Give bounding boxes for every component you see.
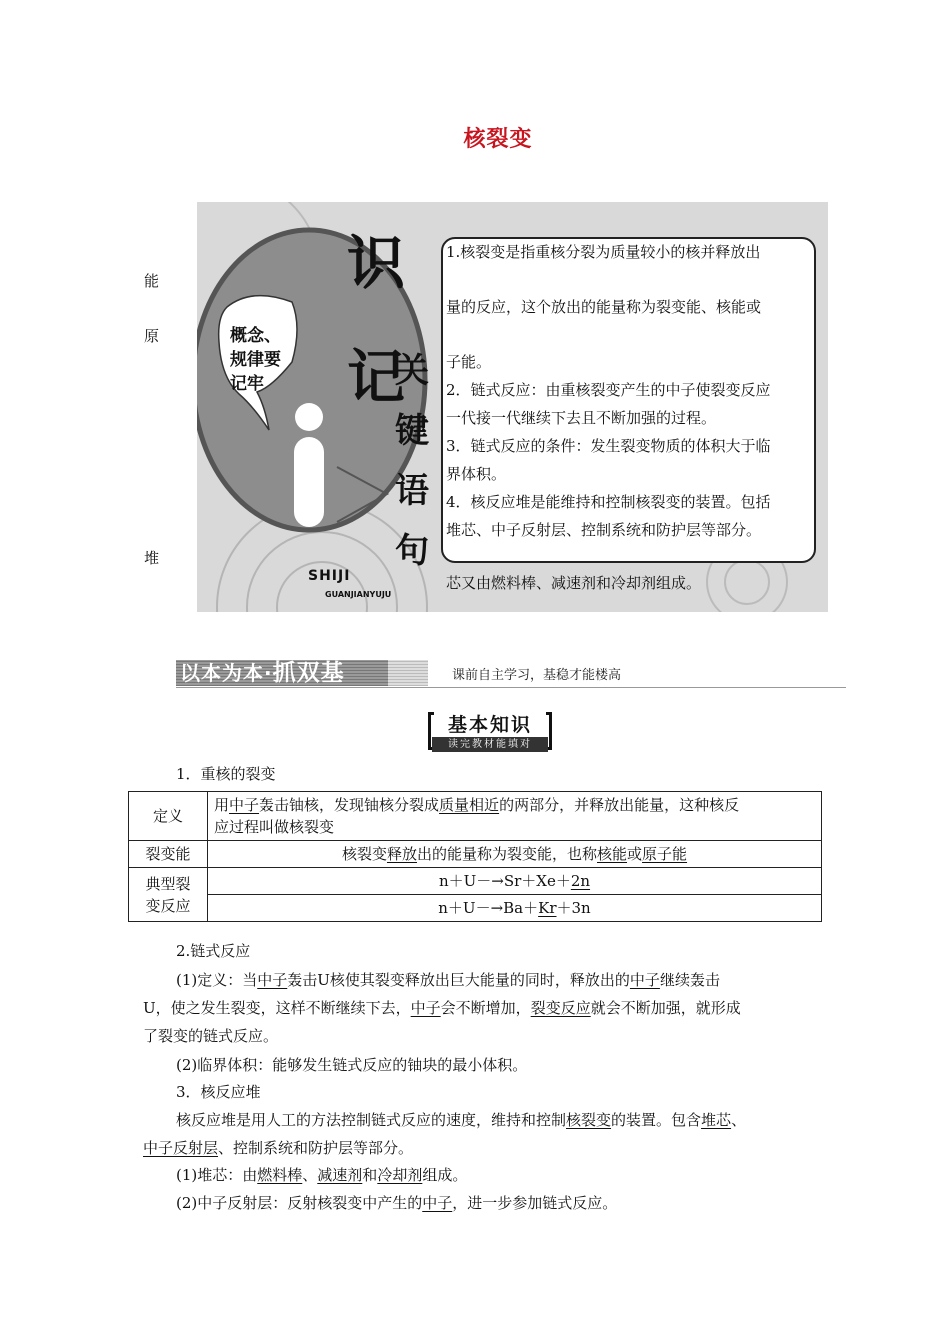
basic-knowledge-badge	[428, 710, 552, 752]
text: (1)堆芯：由	[176, 1166, 258, 1184]
text: 会不断增加，	[440, 999, 531, 1017]
text: 组成。	[422, 1166, 468, 1184]
answer-underline: 释放	[386, 845, 417, 863]
table-row	[129, 792, 822, 841]
table-cell-reaction	[208, 895, 822, 922]
side-char: 原	[144, 327, 160, 345]
banner-circle-text: 概念、规律要记牢	[230, 326, 281, 394]
text: n＋U－→Ba＋	[438, 899, 539, 917]
basic-knowledge-title: 基本知识	[447, 714, 532, 736]
text: U，使之发生裂变，这样不断继续下去，	[143, 999, 411, 1017]
key-line: 3．链式反应的条件：发生裂变物质的体积大于临	[446, 437, 771, 455]
answer-underline: 中子反射层	[143, 1139, 219, 1157]
text: 核裂变	[341, 845, 387, 863]
text: 应过程叫做核裂变	[214, 818, 335, 836]
answer-underline: 燃料棒	[257, 1166, 303, 1184]
paragraph-line: 了裂变的链式反应。	[143, 1027, 279, 1045]
table-cell-label	[129, 868, 208, 922]
key-line: 2．链式反应：由重核裂变产生的中子使裂变反应	[446, 381, 771, 399]
side-char: 堆	[144, 549, 160, 567]
answer-underline: 中子	[257, 971, 288, 989]
text: 的两部分，并释放出能量，这种核反	[499, 796, 740, 814]
banner-big-char: 记	[347, 343, 406, 411]
banner-big-char: 识	[347, 229, 406, 297]
section-header	[176, 660, 846, 688]
banner-vertical-char: 键	[395, 411, 429, 451]
answer-underline: 中子	[629, 971, 660, 989]
paragraph-line	[176, 970, 720, 990]
text: 用	[214, 796, 230, 814]
table-row	[129, 868, 822, 895]
answer-underline: 裂变反应	[530, 999, 591, 1017]
banner-vertical-char: 句	[395, 531, 429, 571]
answer-underline: 中子	[422, 1194, 453, 1212]
answer-underline: 堆芯	[701, 1111, 732, 1129]
text: 出的能量称为裂变能，也称	[416, 845, 597, 863]
paragraph-line	[143, 1138, 413, 1158]
section-header-left	[176, 660, 388, 686]
banner-shiji-label: SHIJI	[308, 568, 351, 584]
text: 轰击铀核，发现铀核分裂成	[259, 796, 440, 814]
text: 就会不断加强，就形成	[590, 999, 741, 1017]
side-char: 能	[144, 272, 160, 290]
table-cell-label: 裂变能	[129, 841, 208, 868]
answer-underline: 核裂变	[566, 1111, 612, 1129]
table-cell-label: 定义	[129, 792, 208, 841]
text: 和	[362, 1166, 378, 1184]
table-cell-reaction	[208, 868, 822, 895]
banner-under-text: 芯又由燃料棒、减速剂和冷却剂组成。	[446, 574, 702, 592]
text: 的装置。包含	[611, 1111, 702, 1129]
answer-underline: 2n	[570, 872, 591, 890]
section-header-divider	[388, 660, 428, 686]
answer-underline: 中子	[410, 999, 441, 1017]
text: (2)中子反射层：反射核裂变中产生的	[176, 1194, 423, 1212]
section-header-left-b: 抓双基	[272, 660, 345, 686]
key-line: 子能。	[446, 353, 492, 371]
table-cell-definition	[208, 792, 822, 841]
answer-underline: 核能	[597, 845, 628, 863]
answer-underline: 中子	[229, 796, 260, 814]
answer-underline: 原子能	[642, 845, 688, 863]
text: 、	[302, 1166, 318, 1184]
banner-vertical-char: 关	[395, 351, 429, 391]
answer-underline: 质量相近	[439, 796, 500, 814]
paragraph-line	[176, 1193, 617, 1213]
key-line: 界体积。	[446, 465, 507, 483]
heading-chain-reaction: 2.链式反应	[176, 942, 251, 960]
page-title: 核裂变	[463, 127, 533, 152]
heading-reactor: 3．核反应堆	[176, 1083, 261, 1101]
key-sentences-box	[441, 237, 816, 563]
text: 轰击U核使其裂变释放出巨大能量的同时，释放出的	[287, 971, 630, 989]
table-row	[129, 841, 822, 868]
key-line: 4．核反应堆是能维持和控制核裂变的装置。包括	[446, 493, 771, 511]
banner-vertical-char: 语	[395, 471, 429, 511]
table-row	[129, 895, 822, 922]
fission-table	[128, 791, 822, 922]
key-line: 1.核裂变是指重核分裂为质量较小的核并释放出	[446, 243, 761, 261]
basic-knowledge-subtitle: 读完教材能填对	[432, 737, 548, 752]
text: 核反应堆是用人工的方法控制链式反应的速度，维持和控制	[176, 1111, 567, 1129]
paragraph-line	[176, 1110, 746, 1130]
text: 变反应	[145, 896, 191, 915]
text: 、控制系统和防护层等部分。	[218, 1139, 414, 1157]
paragraph-line: (2)临界体积：能够发生链式反应的铀块的最小体积。	[176, 1056, 528, 1074]
text: ，进一步参加链式反应。	[452, 1194, 618, 1212]
text: 典型裂	[145, 874, 191, 893]
text: ＋3n	[556, 899, 591, 917]
text: n＋U－→Sr＋Xe＋	[438, 872, 571, 890]
text: 继续轰击	[659, 971, 720, 989]
key-line: 量的反应，这个放出的能量称为裂变能、核能或	[446, 298, 762, 316]
heading-heavy-fission: 1．重核的裂变	[176, 765, 276, 783]
section-header-right: 课前自主学习，基稳才能楼高	[452, 668, 622, 683]
key-line: 一代接一代继续下去且不断加强的过程。	[446, 409, 717, 427]
answer-underline: 减速剂	[317, 1166, 363, 1184]
answer-underline: 冷却剂	[377, 1166, 423, 1184]
answer-underline: Kr	[538, 899, 557, 917]
key-line: 堆芯、中子反射层、控制系统和防护层等部分。	[446, 521, 762, 539]
banner-shiji-sublabel: GUANJIANYUJU	[325, 590, 392, 599]
section-header-left-a: 以本为本·	[180, 661, 273, 685]
paragraph-line	[143, 998, 741, 1018]
text: 或	[627, 845, 643, 863]
paragraph-line	[176, 1165, 467, 1185]
table-cell-fission-energy	[208, 841, 822, 868]
text: (1)定义：当	[176, 971, 258, 989]
text: 、	[731, 1111, 747, 1129]
